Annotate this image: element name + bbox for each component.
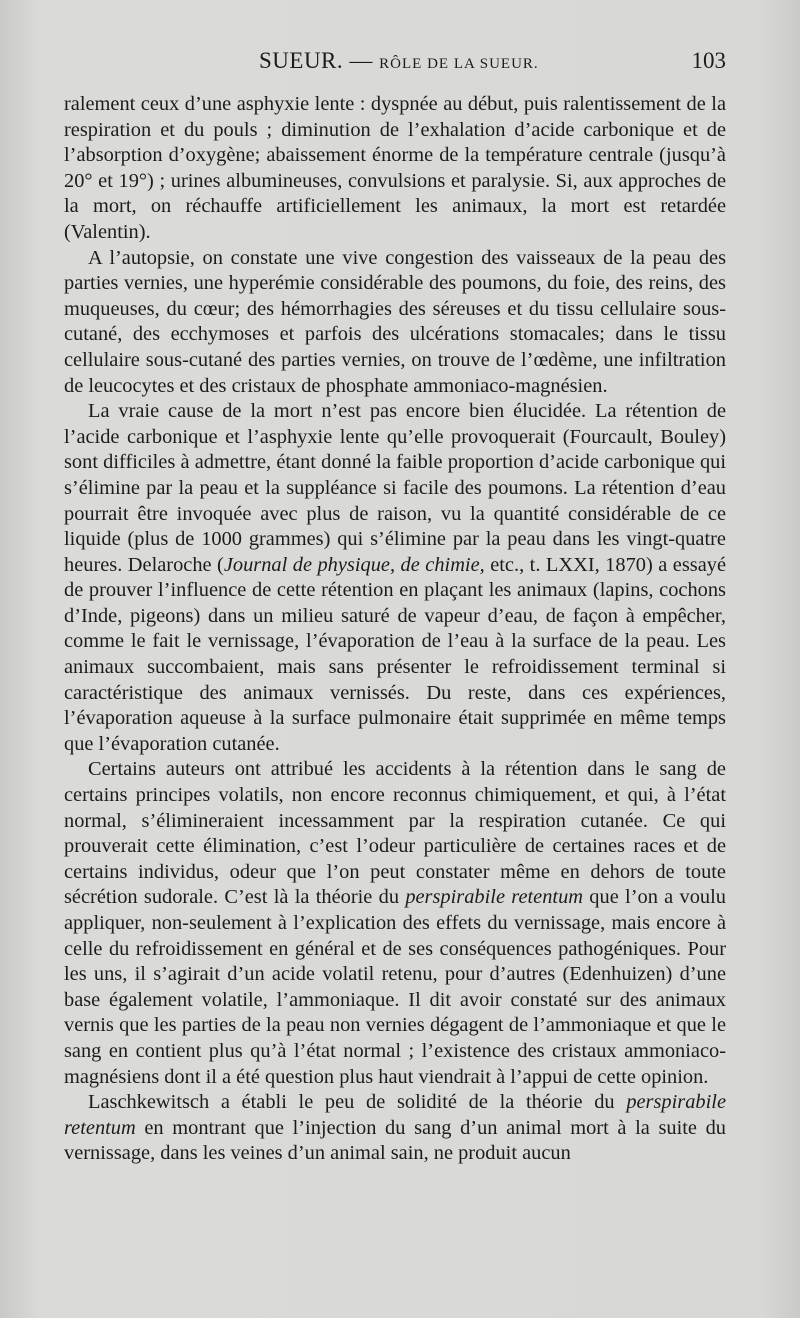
header-dash: —: [349, 48, 373, 73]
paragraph-1: ralement ceux d’une asphyxie lente : dyspnée au début, puis ralentissement de la respiration et du pouls ; diminution de l’exhalation d’acide carbonique et de l’absorption d’oxygène; abaissement énorme de la température centrale (jusqu’à 20° et 19°) ; urines albumineuses, convulsions et paralysie. Si, aux approches de la mort, on réchauffe artificiellement les animaux, la mort est retardée (Valentin).: [64, 93, 726, 243]
paragraph-5: [64, 1090, 726, 1167]
page-number: 103: [691, 48, 726, 73]
paragraph-3: [64, 399, 726, 757]
paragraph-4: [64, 757, 726, 1090]
running-header: [64, 44, 726, 84]
paragraph-5-text-b: en montrant que l’injection du sang d’un animal mort à la suite du vernissage, dans les veines d’un animal sain, ne produit aucun: [64, 1116, 726, 1165]
paragraph-2: A l’autopsie, on constate une vive congestion des vaisseaux de la peau des parties vernies, une hyperémie considérable des poumons, du foie, des reins, des muqueuses, du cœur; des hémorrhagies des séreuses et du tissu cellulaire sous-cutané, des ecchymoses et parfois des ulcérations stomacales; dans le tissu cellulaire sous-cutané des parties vernies, on trouve de l’œdème, une infiltration de leucocytes et des cristaux de phosphate ammoniaco-magnésien.: [64, 246, 726, 397]
header-title-main: SUEUR.: [259, 48, 344, 73]
paragraph-3-text-b: etc., t. LXXI, 1870) a essayé de prouver l’influence de cette rétention en plaçant les animaux (lapins, cochons d’Inde, pigeons) dans un milieu saturé de vapeur d’eau, de façon à empêcher, comme le fait le vernissage, l’évaporation de l’eau à la surface de la peau. Les animaux succombaient, mais sans présenter le refroidissement terminal si caractéristique des animaux vernissés. Du reste, dans ces expériences, l’évaporation aqueuse à la surface pulmonaire était supprimée en même temps que l’évaporation cutanée.: [64, 553, 726, 755]
body-text: [64, 92, 726, 1167]
paragraph-5-text-a: Laschkewitsch a établi le peu de solidité de la théorie du: [88, 1091, 627, 1114]
paragraph-4-text-b: que l’on a voulu appliquer, non-seulement à l’explication des effets du vernissage, mais encore à celle du refroidissement en général et de ses conséquences pathogéniques. Pour les uns, il s’agirait d’un acide volatil retenu, pour d’autres (Edenhuizen) d’une base également volatile, l’ammoniaque. Il dit avoir constaté sur des animaux vernis que les parties de la peau non vernies dégagent de l’ammoniaque et que le sang en contient plus qu’à l’état normal ; l’existence des cristaux ammoniaco-magnésiens dont il a été question plus haut viendrait à l’appui de cette opinion.: [64, 886, 726, 1088]
journal-title: Journal de physique, de chimie,: [223, 553, 485, 576]
latin-term: perspirabile retentum: [405, 886, 584, 909]
paragraph-3-text-a: La vraie cause de la mort n’est pas encore bien élucidée. La rétention de l’acide carbonique et l’asphyxie lente qu’elle provoquerait (Fourcault, Bouley) sont difficiles à admettre, étant donné la faible proportion d’acide carbonique qui s’élimine par la peau et la suppléance si facile des poumons. La rétention d’eau pourrait être invoquée avec plus de raison, vu la quantité considérable de ce liquide (plus de 1000 grammes) qui s’élimine par la peau dans les vingt-quatre heures. Delaroche (: [64, 400, 726, 576]
header-title: [259, 48, 539, 74]
latin-term: perspirabile retentum: [64, 1091, 726, 1139]
paragraph-4-text-a: Certains auteurs ont attribué les accidents à la rétention dans le sang de certains principes volatils, non encore reconnus chimiquement, et qui, à l’état normal, s’élimineraient incessamment par la respiration cutanée. Ce qui prouverait cette élimination, c’est l’odeur particulière de certaines races et de certains individus, odeur que l’on peut constater même en dehors de toute sécrétion sudorale. C’est là la théorie du: [64, 758, 726, 909]
header-section-title: RÔLE DE LA SUEUR.: [379, 56, 539, 72]
